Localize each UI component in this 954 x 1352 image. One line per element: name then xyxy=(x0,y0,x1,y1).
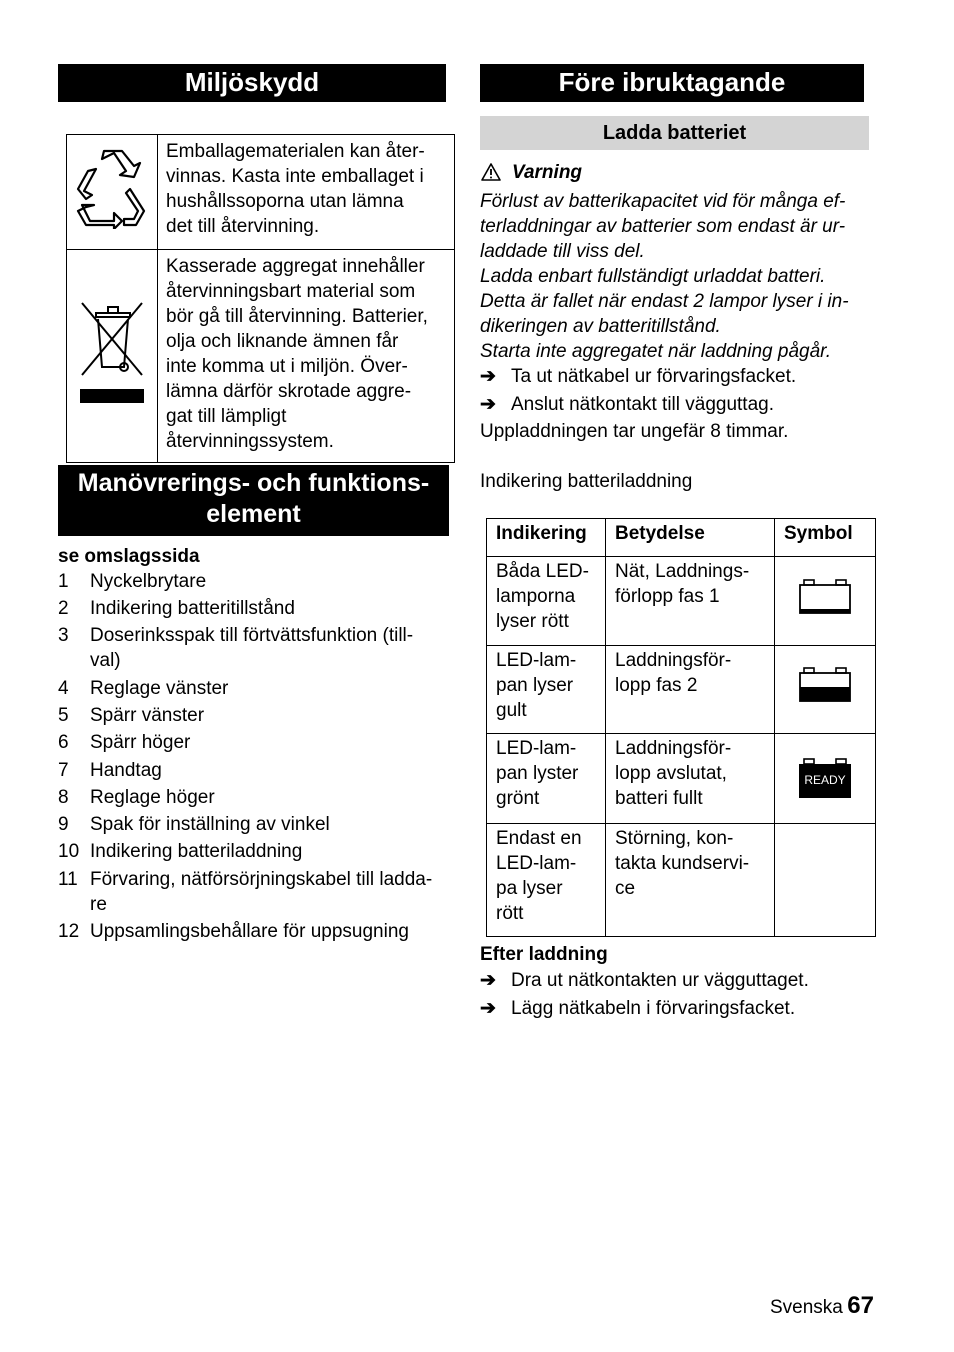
cell-betydelse: Nät, Laddnings- förlopp fas 1 xyxy=(606,557,775,646)
controls-header xyxy=(58,465,449,536)
item-label: Spärr vänster xyxy=(90,705,205,726)
step-label: Anslut nätkontakt till vägguttag. xyxy=(511,394,774,415)
table-row xyxy=(67,250,455,463)
item-label: Handtag xyxy=(90,760,162,781)
controls-header-line1: Manövrerings- och funktions- xyxy=(77,469,430,497)
table-row xyxy=(487,646,876,734)
item-number: 6 xyxy=(58,732,69,753)
table-header-row xyxy=(487,519,876,557)
item-label: Reglage vänster xyxy=(90,678,229,699)
item-label: Indikering batteriladdning xyxy=(90,841,303,862)
arrow-right-icon: ➔ xyxy=(480,970,496,991)
item-label: Reglage höger xyxy=(90,787,215,808)
step-label: Lägg nätkabeln i förvaringsfacket. xyxy=(511,998,796,1019)
col-header-betydelse: Betydelse xyxy=(606,519,775,557)
cell-indikering: LED-lam- pan lyser gult xyxy=(487,646,606,734)
cell-indikering: LED-lam- pan lyster grönt xyxy=(487,734,606,824)
arrow-right-icon: ➔ xyxy=(480,998,496,1019)
table-row xyxy=(487,824,876,937)
warning-icon xyxy=(480,162,502,182)
item-label: Doserinksspak till förtvättsfunktion (till- val) xyxy=(90,625,414,671)
step-label: Dra ut nätkontakten ur vägguttaget. xyxy=(511,970,809,991)
duration-text: Uppladdningen tar ungefär 8 timmar. xyxy=(480,421,789,442)
item-number: 9 xyxy=(58,814,69,835)
item-number: 1 xyxy=(58,571,69,592)
item-number: 2 xyxy=(58,598,69,619)
disposal-text: Kasserade aggregat innehåller återvinningsbart material som bör gå till återvinning. Batterier, olja och liknande ämnen får inte komma ut i miljön. Över- lämna därför skrotade aggre- gat till lämpligt återvinningssystem. xyxy=(158,250,455,463)
recycle-text: Emballagematerialen kan åter- vinnas. Kasta inte emballaget i hushållssoporna utan lämna det till återvinning. xyxy=(158,135,455,250)
ladda-batteriet-subheader: Ladda batteriet xyxy=(480,116,869,150)
miljoskydd-header: Miljöskydd xyxy=(58,64,446,102)
cell-indikering: Endast en LED-lam- pa lyser rött xyxy=(487,824,606,937)
col-header-symbol: Symbol xyxy=(775,519,876,557)
warning-text xyxy=(480,189,890,364)
battery-ready-icon xyxy=(775,734,876,824)
table-row xyxy=(487,734,876,824)
step-label: Ta ut nätkabel ur förvaringsfacket. xyxy=(511,366,797,387)
battery-phase2-icon xyxy=(775,646,876,734)
arrow-right-icon: ➔ xyxy=(480,394,496,415)
warning-line: Förlust av batterikapacitet vid för många ef- xyxy=(480,191,846,212)
ready-label: READY xyxy=(804,772,846,787)
item-label: Uppsamlingsbehållare för uppsugning xyxy=(90,921,409,942)
item-number: 3 xyxy=(58,625,69,646)
crossed-bin-icon xyxy=(67,250,158,463)
warning-title: Varning xyxy=(512,162,583,183)
table-row xyxy=(67,135,455,250)
battery-phase1-icon xyxy=(775,557,876,646)
item-label: Nyckelbrytare xyxy=(90,571,207,592)
controls-header-line2: element xyxy=(206,500,301,528)
item-number: 11 xyxy=(58,869,78,890)
battery-indicator-table xyxy=(486,518,876,937)
item-number: 5 xyxy=(58,705,69,726)
col-header-indikering: Indikering xyxy=(487,519,606,557)
item-number: 10 xyxy=(58,841,80,862)
cell-betydelse: Laddningsför- lopp fas 2 xyxy=(606,646,775,734)
page-footer xyxy=(770,1292,874,1320)
warning-line: Starta inte aggregatet när laddning pågår. xyxy=(480,341,832,362)
warning-line: laddade till viss del. xyxy=(480,241,645,262)
indicator-label: Indikering batteriladdning xyxy=(480,471,693,492)
table-row xyxy=(487,557,876,646)
item-label: Förvaring, nätförsörjningskabel till ladda- re xyxy=(90,869,433,915)
page-number: 67 xyxy=(847,1292,874,1319)
fore-ibruktagande-header: Före ibruktagande xyxy=(480,64,864,102)
warning-line: terladdningar av batterier som endast är ur- xyxy=(480,216,846,237)
warning-line: dikeringen av batteritillstånd. xyxy=(480,316,721,337)
recycle-icon xyxy=(67,135,158,250)
cell-betydelse: Laddningsför- lopp avslutat, batteri fullt xyxy=(606,734,775,824)
item-label: Indikering batteritillstånd xyxy=(90,598,295,619)
item-number: 4 xyxy=(58,678,69,699)
cell-indikering: Båda LED- lamporna lyser rött xyxy=(487,557,606,646)
item-number: 8 xyxy=(58,787,69,808)
arrow-right-icon: ➔ xyxy=(480,366,496,387)
environment-table xyxy=(66,134,455,463)
after-charging-title: Efter laddning xyxy=(480,944,608,965)
warning-line: Detta är fallet när endast 2 lampor lyser i in- xyxy=(480,291,849,312)
item-label: Spärr höger xyxy=(90,732,191,753)
item-number: 7 xyxy=(58,760,69,781)
footer-language: Svenska xyxy=(769,1297,843,1318)
see-cover-label: se omslagssida xyxy=(58,546,200,567)
cell-symbol-empty xyxy=(775,824,876,937)
item-label: Spak för inställning av vinkel xyxy=(90,814,330,835)
cell-betydelse: Störning, kon- takta kundservi- ce xyxy=(606,824,775,937)
item-number: 12 xyxy=(58,921,80,942)
warning-line: Ladda enbart fullständigt urladdat batteri. xyxy=(480,266,826,287)
